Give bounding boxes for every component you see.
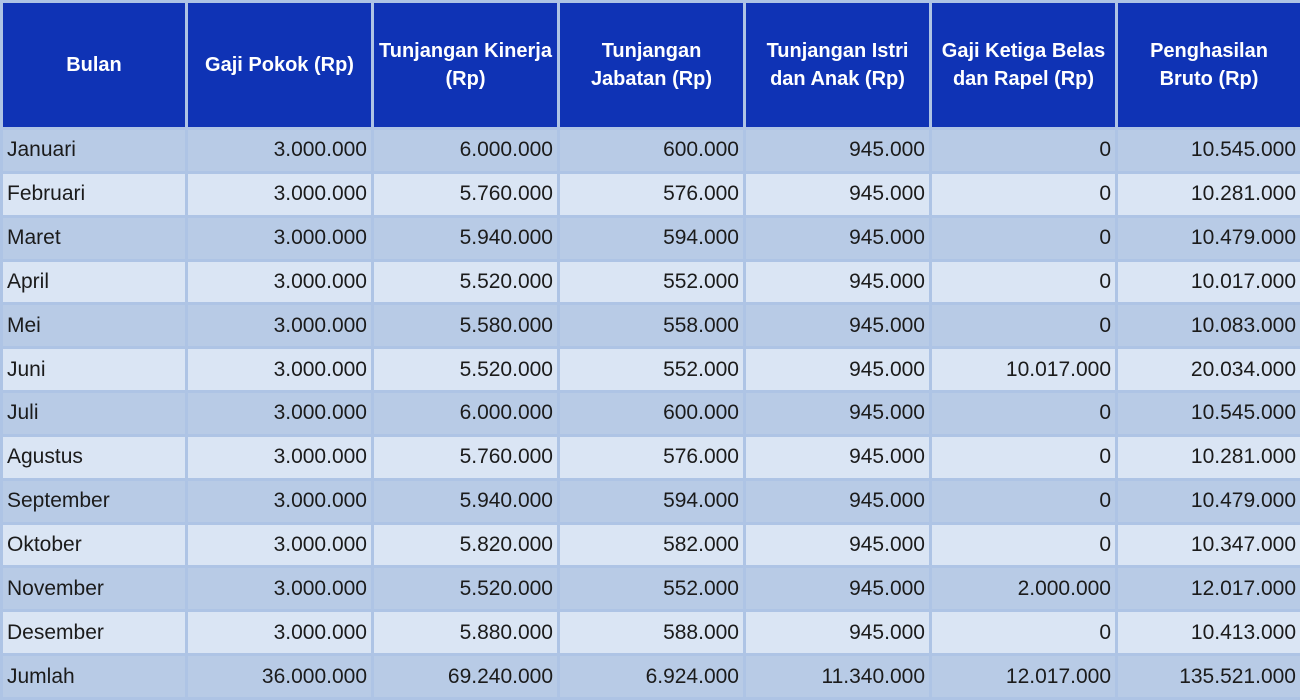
header-tunjangan-istri-anak: Tunjangan Istri dan Anak (Rp) (746, 3, 929, 127)
header-penghasilan-bruto: Penghasilan Bruto (Rp) (1118, 3, 1300, 127)
cell-tunjangan-istri-anak: 945.000 (746, 349, 929, 390)
cell-tunjangan-istri-anak: 945.000 (746, 393, 929, 434)
cell-gaji-ketiga-belas: 0 (932, 262, 1115, 303)
cell-tunjangan-kinerja: 5.940.000 (374, 218, 557, 259)
header-tunjangan-kinerja: Tunjangan Kinerja (Rp) (374, 3, 557, 127)
cell-bulan: Desember (3, 612, 185, 653)
cell-gaji-ketiga-belas: 0 (932, 174, 1115, 215)
cell-penghasilan-bruto: 10.083.000 (1118, 305, 1300, 346)
cell-gaji-ketiga-belas: 0 (932, 437, 1115, 478)
cell-tunjangan-istri-anak: 945.000 (746, 568, 929, 609)
cell-tunjangan-istri-anak: 945.000 (746, 481, 929, 522)
cell-tunjangan-kinerja: 6.000.000 (374, 130, 557, 171)
cell-gaji-pokok: 3.000.000 (188, 262, 371, 303)
header-gaji-ketiga-belas: Gaji Ketiga Belas dan Rapel (Rp) (932, 3, 1115, 127)
cell-penghasilan-bruto: 10.413.000 (1118, 612, 1300, 653)
cell-tunjangan-jabatan: 552.000 (560, 262, 743, 303)
cell-bulan: Januari (3, 130, 185, 171)
cell-tunjangan-jabatan: 552.000 (560, 568, 743, 609)
cell-tunjangan-jabatan: 552.000 (560, 349, 743, 390)
cell-tunjangan-istri-anak: 945.000 (746, 612, 929, 653)
cell-gaji-ketiga-belas: 0 (932, 305, 1115, 346)
cell-bulan: Juli (3, 393, 185, 434)
cell-gaji-pokok: 3.000.000 (188, 349, 371, 390)
cell-penghasilan-bruto: 20.034.000 (1118, 349, 1300, 390)
cell-tunjangan-jabatan: 558.000 (560, 305, 743, 346)
cell-tunjangan-jabatan: 594.000 (560, 218, 743, 259)
cell-gaji-ketiga-belas: 0 (932, 525, 1115, 566)
cell-tunjangan-jabatan: 600.000 (560, 393, 743, 434)
table-row (3, 393, 1300, 434)
cell-tunjangan-istri-anak: 945.000 (746, 525, 929, 566)
cell-gaji-pokok: 3.000.000 (188, 174, 371, 215)
table-row (3, 218, 1300, 259)
total-label: Jumlah (3, 656, 185, 697)
table-row (3, 174, 1300, 215)
cell-tunjangan-jabatan: 600.000 (560, 130, 743, 171)
cell-penghasilan-bruto: 10.017.000 (1118, 262, 1300, 303)
cell-tunjangan-kinerja: 5.760.000 (374, 174, 557, 215)
table-row (3, 262, 1300, 303)
table-row (3, 568, 1300, 609)
cell-tunjangan-istri-anak: 945.000 (746, 174, 929, 215)
cell-bulan: Mei (3, 305, 185, 346)
cell-penghasilan-bruto: 10.479.000 (1118, 481, 1300, 522)
cell-penghasilan-bruto: 10.347.000 (1118, 525, 1300, 566)
cell-tunjangan-jabatan: 582.000 (560, 525, 743, 566)
cell-tunjangan-istri-anak: 945.000 (746, 262, 929, 303)
cell-tunjangan-kinerja: 5.940.000 (374, 481, 557, 522)
cell-tunjangan-kinerja: 5.520.000 (374, 568, 557, 609)
cell-gaji-ketiga-belas: 0 (932, 393, 1115, 434)
cell-tunjangan-kinerja: 5.820.000 (374, 525, 557, 566)
cell-tunjangan-kinerja: 5.520.000 (374, 262, 557, 303)
total-tunjangan-istri-anak: 11.340.000 (746, 656, 929, 697)
cell-penghasilan-bruto: 12.017.000 (1118, 568, 1300, 609)
cell-bulan: Februari (3, 174, 185, 215)
cell-gaji-pokok: 3.000.000 (188, 437, 371, 478)
cell-tunjangan-kinerja: 5.760.000 (374, 437, 557, 478)
cell-gaji-ketiga-belas: 0 (932, 481, 1115, 522)
table-row (3, 349, 1300, 390)
cell-bulan: September (3, 481, 185, 522)
cell-gaji-ketiga-belas: 10.017.000 (932, 349, 1115, 390)
total-penghasilan-bruto: 135.521.000 (1118, 656, 1300, 697)
total-tunjangan-jabatan: 6.924.000 (560, 656, 743, 697)
cell-bulan: Juni (3, 349, 185, 390)
total-tunjangan-kinerja: 69.240.000 (374, 656, 557, 697)
cell-tunjangan-kinerja: 6.000.000 (374, 393, 557, 434)
cell-tunjangan-istri-anak: 945.000 (746, 130, 929, 171)
table-row (3, 525, 1300, 566)
cell-penghasilan-bruto: 10.281.000 (1118, 437, 1300, 478)
cell-gaji-pokok: 3.000.000 (188, 218, 371, 259)
cell-penghasilan-bruto: 10.281.000 (1118, 174, 1300, 215)
cell-tunjangan-jabatan: 594.000 (560, 481, 743, 522)
cell-tunjangan-jabatan: 588.000 (560, 612, 743, 653)
total-row (3, 656, 1300, 697)
cell-bulan: Maret (3, 218, 185, 259)
cell-tunjangan-jabatan: 576.000 (560, 174, 743, 215)
cell-gaji-ketiga-belas: 0 (932, 612, 1115, 653)
cell-bulan: Agustus (3, 437, 185, 478)
cell-gaji-ketiga-belas: 2.000.000 (932, 568, 1115, 609)
cell-gaji-pokok: 3.000.000 (188, 525, 371, 566)
cell-penghasilan-bruto: 10.545.000 (1118, 130, 1300, 171)
cell-tunjangan-kinerja: 5.880.000 (374, 612, 557, 653)
cell-bulan: April (3, 262, 185, 303)
cell-bulan: Oktober (3, 525, 185, 566)
cell-gaji-pokok: 3.000.000 (188, 568, 371, 609)
cell-penghasilan-bruto: 10.479.000 (1118, 218, 1300, 259)
table-row (3, 130, 1300, 171)
cell-gaji-pokok: 3.000.000 (188, 393, 371, 434)
cell-gaji-ketiga-belas: 0 (932, 218, 1115, 259)
cell-tunjangan-kinerja: 5.580.000 (374, 305, 557, 346)
cell-gaji-pokok: 3.000.000 (188, 305, 371, 346)
table-row (3, 481, 1300, 522)
cell-tunjangan-jabatan: 576.000 (560, 437, 743, 478)
cell-tunjangan-istri-anak: 945.000 (746, 437, 929, 478)
header-bulan: Bulan (3, 3, 185, 127)
cell-gaji-ketiga-belas: 0 (932, 130, 1115, 171)
table-row (3, 437, 1300, 478)
header-tunjangan-jabatan: Tunjangan Jabatan (Rp) (560, 3, 743, 127)
table-row (3, 612, 1300, 653)
cell-tunjangan-kinerja: 5.520.000 (374, 349, 557, 390)
cell-bulan: November (3, 568, 185, 609)
total-gaji-pokok: 36.000.000 (188, 656, 371, 697)
total-gaji-ketiga-belas: 12.017.000 (932, 656, 1115, 697)
cell-gaji-pokok: 3.000.000 (188, 481, 371, 522)
cell-tunjangan-istri-anak: 945.000 (746, 218, 929, 259)
cell-gaji-pokok: 3.000.000 (188, 130, 371, 171)
cell-tunjangan-istri-anak: 945.000 (746, 305, 929, 346)
cell-gaji-pokok: 3.000.000 (188, 612, 371, 653)
table-row (3, 305, 1300, 346)
header-row (3, 3, 1300, 127)
cell-penghasilan-bruto: 10.545.000 (1118, 393, 1300, 434)
header-gaji-pokok: Gaji Pokok (Rp) (188, 3, 371, 127)
